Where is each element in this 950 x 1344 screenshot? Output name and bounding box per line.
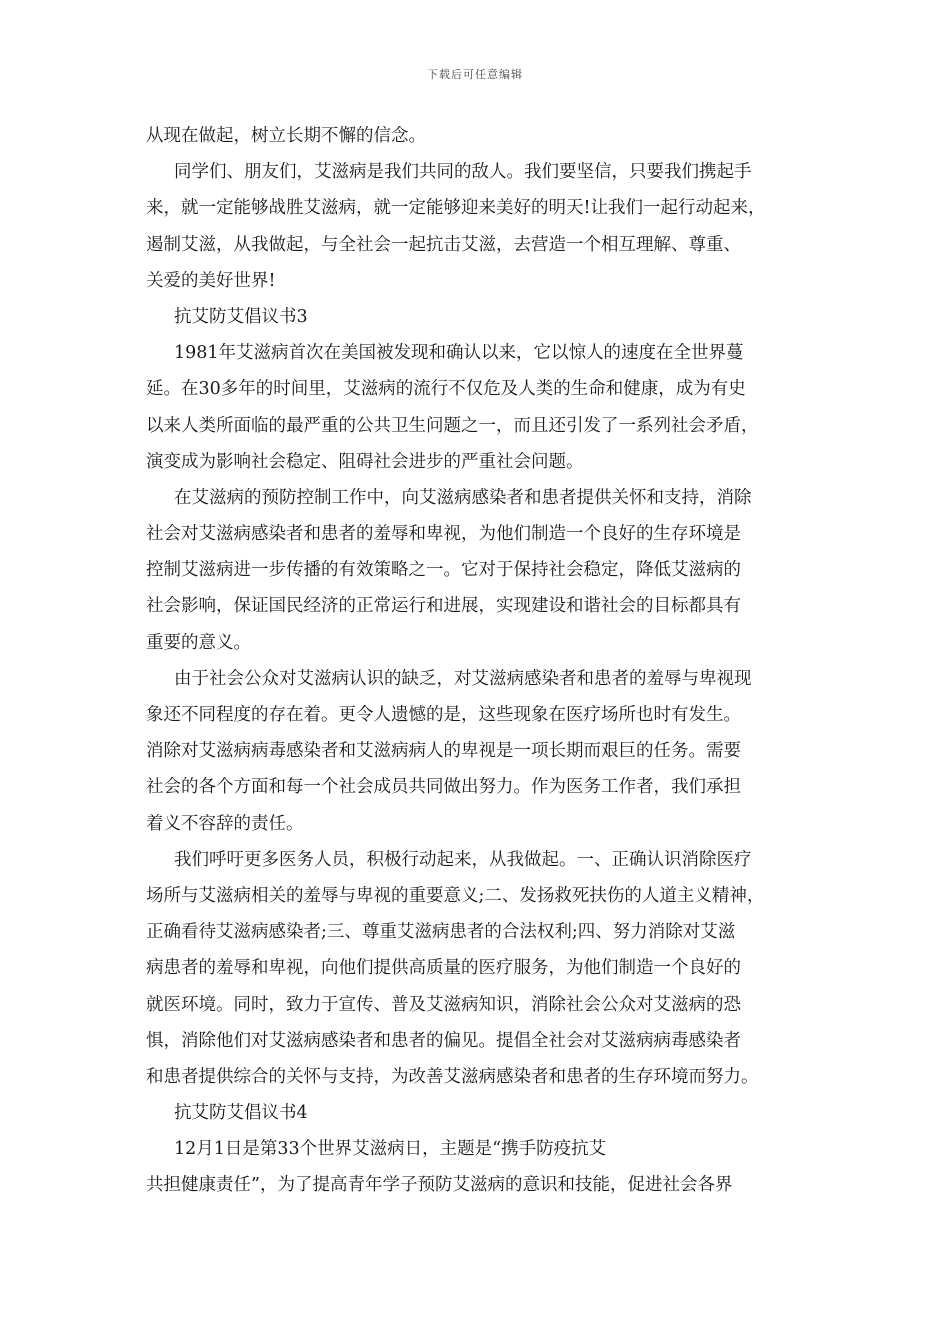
text-line: 从现在做起，树立长期不懈的信念。	[146, 126, 426, 146]
text-line: 社会的各个方面和每一个社会成员共同做出努力。作为医务工作者，我们承担	[146, 777, 741, 798]
text-line: 以来人类所面临的最严重的公共卫生问题之一，而且还引发了一系列社会矛盾，	[146, 415, 759, 436]
text-line: 场所与艾滋病相关的羞辱与卑视的重要意义;二、发扬救死扶伤的人道主义精神，	[146, 885, 765, 906]
text-line: 着义不容辞的责任。	[146, 813, 304, 834]
document-body	[146, 118, 808, 1204]
text-line: 抗艾防艾倡议书4	[174, 1103, 308, 1124]
text-line: 演变成为影响社会稳定、阻碍社会进步的严重社会问题。	[146, 451, 584, 472]
text-line: 共担健康责任”，为了提高青年学子预防艾滋病的意识和技能，促进社会各界	[146, 1175, 733, 1196]
text-line: 和患者提供综合的关怀与支持，为改善艾滋病感染者和患者的生存环境而努力。	[146, 1066, 759, 1087]
text-line: 关爱的美好世界!	[146, 270, 276, 291]
text-line: 遏制艾滋，从我做起，与全社会一起抗击艾滋，去营造一个相互理解、尊重、	[146, 234, 741, 255]
text-line: 12月1日是第33个世界艾滋病日，主题是“携手防疫抗艾	[174, 1139, 607, 1160]
page-header-note: 下载后可任意编辑	[427, 68, 523, 81]
text-line: 抗艾防艾倡议书3	[174, 306, 308, 327]
text-line: 消除对艾滋病病毒感染者和艾滋病病人的卑视是一项长期而艰巨的任务。需要	[146, 741, 741, 762]
text-line: 控制艾滋病进一步传播的有效策略之一。它对于保持社会稳定，降低艾滋病的	[146, 560, 741, 581]
text-line: 正确看待艾滋病感染者;三、尊重艾滋病患者的合法权利;四、努力消除对艾滋	[146, 922, 736, 943]
text-line: 我们呼吁更多医务人员，积极行动起来，从我做起。一、正确认识消除医疗	[174, 849, 752, 870]
text-line: 1981年艾滋病首次在美国被发现和确认以来，它以惊人的速度在全世界蔓	[174, 343, 744, 364]
text-line: 病患者的羞辱和卑视，向他们提供高质量的医疗服务，为他们制造一个良好的	[146, 958, 741, 979]
text-line: 由于社会公众对艾滋病认识的缺乏，对艾滋病感染者和患者的羞辱与卑视现	[174, 668, 752, 689]
text-line: 重要的意义。	[146, 632, 251, 653]
text-line: 来，就一定能够战胜艾滋病，就一定能够迎来美好的明天!让我们一起行动起来，	[146, 198, 766, 219]
text-line: 同学们、朋友们，艾滋病是我们共同的敌人。我们要坚信，只要我们携起手	[174, 162, 752, 183]
text-line: 惧，消除他们对艾滋病感染者和患者的偏见。提倡全社会对艾滋病病毒感染者	[146, 1030, 741, 1051]
text-line: 社会对艾滋病感染者和患者的羞辱和卑视，为他们制造一个良好的生存环境是	[146, 524, 741, 545]
text-line: 象还不同程度的存在着。更令人遗憾的是，这些现象在医疗场所也时有发生。	[146, 705, 741, 725]
text-line: 延。在30多年的时间里，艾滋病的流行不仅危及人类的生命和健康，成为有史	[146, 379, 746, 400]
text-line: 就医环境。同时，致力于宣传、普及艾滋病知识，消除社会公众对艾滋病的恐	[146, 994, 741, 1015]
text-line: 在艾滋病的预防控制工作中，向艾滋病感染者和患者提供关怀和支持，消除	[174, 487, 752, 508]
text-line: 社会影响，保证国民经济的正常运行和进展，实现建设和谐社会的目标都具有	[146, 596, 741, 617]
